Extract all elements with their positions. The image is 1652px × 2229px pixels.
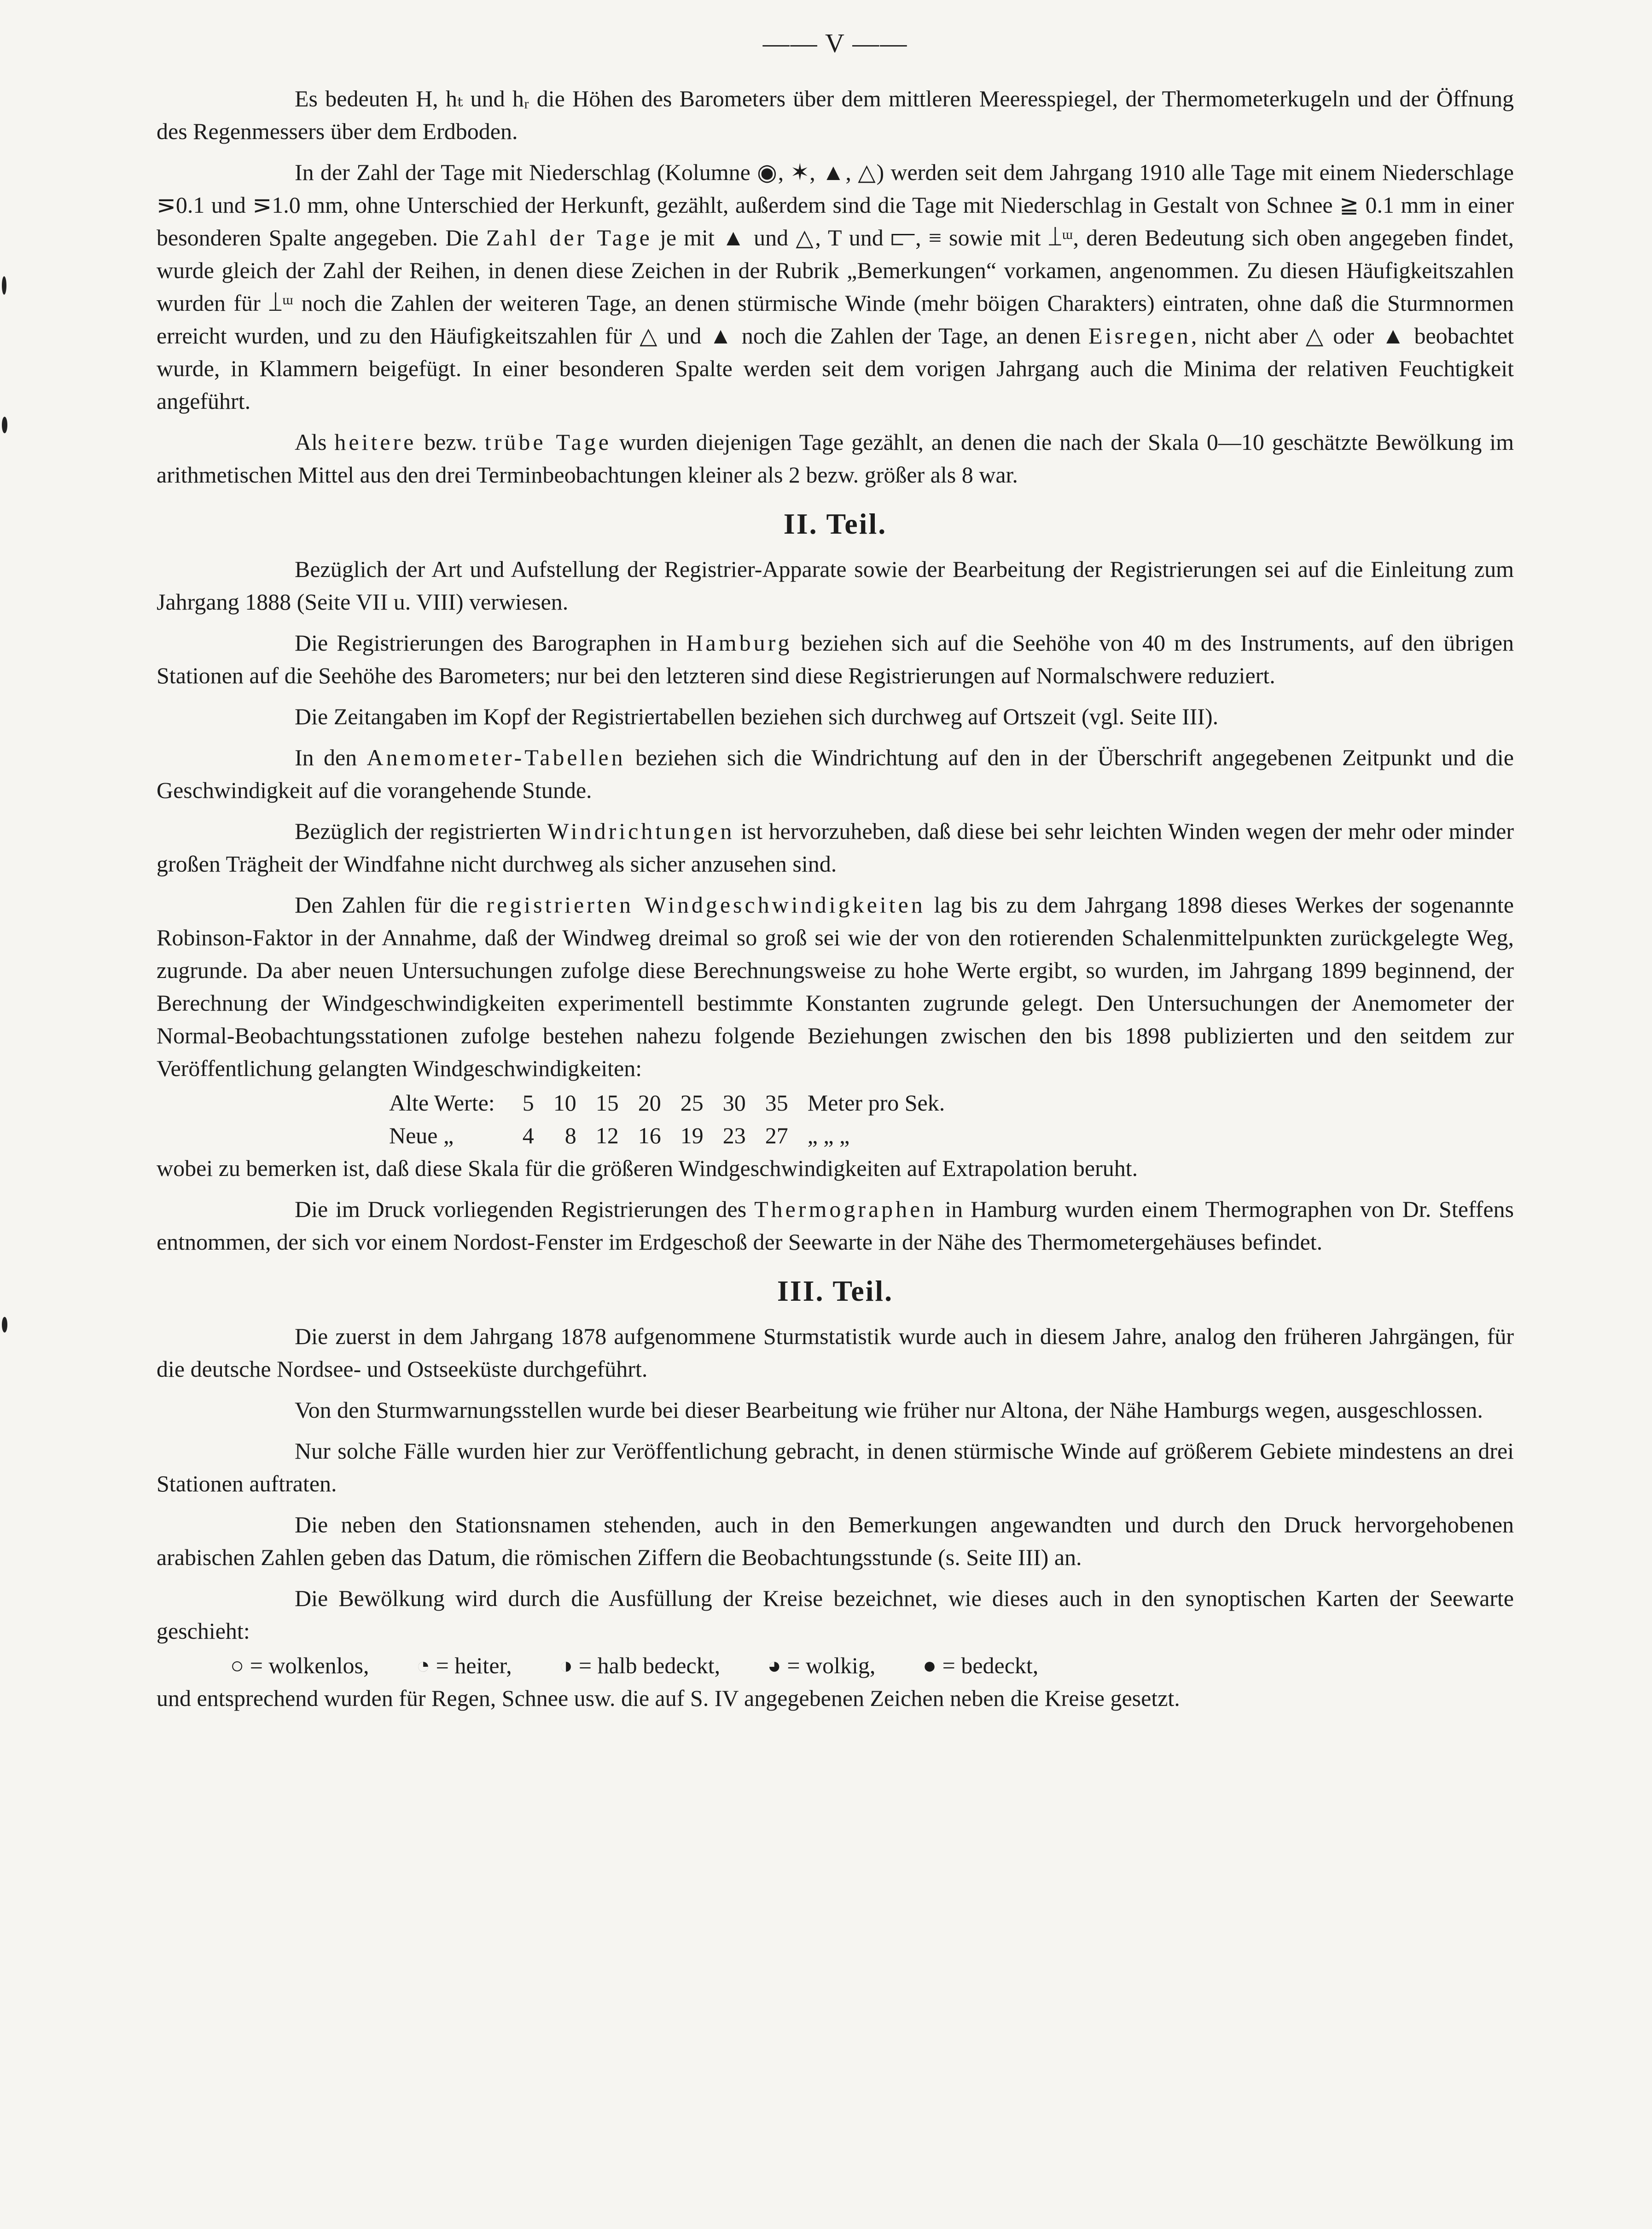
legend-item: ● = bedeckt,: [922, 1653, 1039, 1678]
cloud-cover-legend: [230, 1649, 1514, 1682]
table-cell: 20: [638, 1090, 661, 1116]
paragraph: Es bedeuten H, hₜ und hᵣ die Höhen des Barometers über dem mittleren Meeresspiegel, der Thermometerkugeln und der Öffnung des Regenmessers über dem Erdboden.: [157, 86, 1514, 144]
wind-speed-conversion-table: [389, 1087, 972, 1152]
table-cell: 23: [722, 1123, 746, 1148]
table-cell: 8: [564, 1123, 576, 1148]
legend-item: ◑ = halb bedeckt,: [559, 1653, 721, 1678]
paragraph: Den Zahlen für die registrierten Windgeschwindigkeiten lag bis zu dem Jahrgang 1898 dieses Werkes der sogenannte Robinson-Faktor in der Annahme, daß der Windweg dreimal so groß sei wie der von den rotierenden Schalenmittelpunkten zurückgelegte Weg, zugrunde. Da aber neuen Untersuchungen zufolge diese Berechnungsweise zu hohe Werte ergibt, so wurden, im Jahrgang 1899 beginnend, der Berechnung der Windgeschwindigkeiten experimentell bestimmte Konstanten zugrunde gelegt. Den Untersuchungen der Anemometer der Normal-Beobachtungsstationen zufolge bestehen nahezu folgende Beziehungen zwischen den bis 1898 publizierten und den seitdem zur Veröffentlichung gelangten Windgeschwindigkeiten:: [157, 892, 1514, 1081]
table-cell: 25: [680, 1090, 704, 1116]
unit-label: „ „ „: [807, 1123, 850, 1148]
paragraph: Die im Druck vorliegenden Registrierungen des Thermographen in Hamburg wurden einem Thermographen von Dr. Steffens entnommen, der sich vor einem Nordost-Fenster im Erdgeschoß der Seewarte in der Nähe des Thermometergehäuses befindet.: [157, 1196, 1514, 1255]
paragraph: In der Zahl der Tage mit Niederschlag (Kolumne ◉, ✶, ▲, △) werden seit dem Jahrgang 1910 alle Tage mit einem Niederschlage ⋝0.1 und ⋝1.0 mm, ohne Unterschied der Herkunft, gezählt, außerdem sind die Tage mit Niederschlag in Gestalt von Schnee ≧ 0.1 mm in einer besonderen Spalte angegeben. Die Zahl der Tage je mit ▲ und △, T und ⫍, ≡ sowie mit ⟘ᵚ, deren Bedeutung sich oben angegeben findet, wurde gleich der Zahl der Reihen, in denen diese Zeichen in der Rubrik „Bemerkungen“ vorkamen, angenommen. Zu diesen Häufigkeitszahlen wurden für ⟘ᵚ noch die Zahlen der weiteren Tage, an denen stürmische Winde (mehr böigen Charakters) eintraten, ohne daß die Sturmnormen erreicht wurden, und zu den Häufigkeitszahlen für △ und ▲ noch die Zahlen der Tage, an denen Eisregen, nicht aber △ oder ▲ beobachtet wurde, in Klammern beigefügt. In einer besonderen Spalte werden seit dem vorigen Jahrgang auch die Minima der relativen Feuchtigkeit angeführt.: [157, 159, 1514, 414]
part-one: [157, 82, 1514, 491]
table-cell: 19: [680, 1123, 704, 1148]
table-cell: 4: [522, 1123, 534, 1148]
paragraph: In den Anemometer-Tabellen beziehen sich die Windrichtung auf den in der Überschrift angegebenen Zeitpunkt und die Geschwindigkeit auf die vorangehende Stunde.: [157, 745, 1514, 803]
row-label: Alte Werte:: [389, 1090, 495, 1116]
paragraph: Als heitere bezw. trübe Tage wurden diejenigen Tage gezählt, an denen die nach der Skala 0—10 geschätzte Bewölkung im arithmetischen Mittel aus den drei Terminbeobachtungen kleiner als 2 bezw. größer als 8 war.: [157, 429, 1514, 488]
paragraph: Die Bewölkung wird durch die Ausfüllung der Kreise bezeichnet, wie dieses auch in den synoptischen Karten der Seewarte geschieht:: [157, 1585, 1514, 1644]
legend-item: ◔ = heiter,: [416, 1653, 512, 1678]
legend-item: ○ = wolkenlos,: [230, 1653, 369, 1678]
paragraph: Bezüglich der Art und Aufstellung der Registrier-Apparate sowie der Bearbeitung der Registrierungen sei auf die Einleitung zum Jahrgang 1888 (Seite VII u. VIII) verwiesen.: [157, 556, 1514, 615]
paragraph: Nur solche Fälle wurden hier zur Veröffentlichung gebracht, in denen stürmische Winde auf größerem Gebiete mindestens an drei Stationen auftraten.: [157, 1438, 1514, 1496]
section-title-part-two: II. Teil.: [783, 507, 887, 540]
scan-mark: [2, 1317, 7, 1333]
scan-mark: [2, 417, 7, 433]
table-cell: 35: [765, 1090, 788, 1116]
scan-mark: [2, 276, 6, 295]
table-cell: 10: [553, 1090, 576, 1116]
row-label: Neue „: [389, 1123, 454, 1148]
paragraph: Die neben den Stationsnamen stehenden, auch in den Bemerkungen angewandten und durch den Druck hervorgehobenen arabischen Zahlen geben das Datum, die römischen Ziffern die Beobachtungsstunde (s. Seite III) an.: [157, 1512, 1514, 1570]
paragraph: Die Registrierungen des Barographen in Hamburg beziehen sich auf die Seehöhe von 40 m des Instruments, auf den übrigen Stationen auf die Seehöhe des Barometers; nur bei den letzteren sind diese Registrierungen auf Normalschwere reduziert.: [157, 630, 1514, 688]
table-cell: 12: [595, 1123, 619, 1148]
paragraph: und entsprechend wurden für Regen, Schnee usw. die auf S. IV angegebenen Zeichen neben die Kreise gesetzt.: [157, 1685, 1180, 1711]
table-cell: 15: [595, 1090, 619, 1116]
paragraph: Von den Sturmwarnungsstellen wurde bei dieser Bearbeitung wie früher nur Altona, der Nähe Hamburgs wegen, ausgeschlossen.: [295, 1397, 1483, 1423]
table-row: [389, 1119, 972, 1152]
paragraph: Bezüglich der registrierten Windrichtungen ist hervorzuheben, daß diese bei sehr leichten Winden wegen der mehr oder minder großen Trägheit der Windfahne nicht durchweg als sicher anzusehen sind.: [157, 818, 1514, 877]
paragraph: Die zuerst in dem Jahrgang 1878 aufgenommene Sturmstatistik wurde auch in diesem Jahre, analog den früheren Jahrgängen, für die deutsche Nordsee- und Ostseeküste durchgeführt.: [157, 1323, 1514, 1382]
table-cell: 30: [722, 1090, 746, 1116]
table-cell: 5: [522, 1090, 534, 1116]
section-title-part-three: III. Teil.: [777, 1275, 894, 1307]
table-cell: 27: [765, 1123, 788, 1148]
unit-label: Meter pro Sek.: [807, 1090, 945, 1116]
table-cell: 16: [638, 1123, 661, 1148]
paragraph: wobei zu bemerken ist, daß diese Skala für die größeren Windgeschwindigkeiten auf Extrapolation beruht.: [157, 1155, 1138, 1181]
part-two: [157, 553, 1514, 1258]
table-row: [389, 1087, 972, 1119]
legend-item: ◕ = wolkig,: [767, 1653, 876, 1678]
page-number-header: —— V ——: [762, 28, 908, 58]
paragraph: Die Zeitangaben im Kopf der Registriertabellen beziehen sich durchweg auf Ortszeit (vgl. Seite III).: [295, 704, 1219, 729]
part-three: [157, 1320, 1514, 1715]
